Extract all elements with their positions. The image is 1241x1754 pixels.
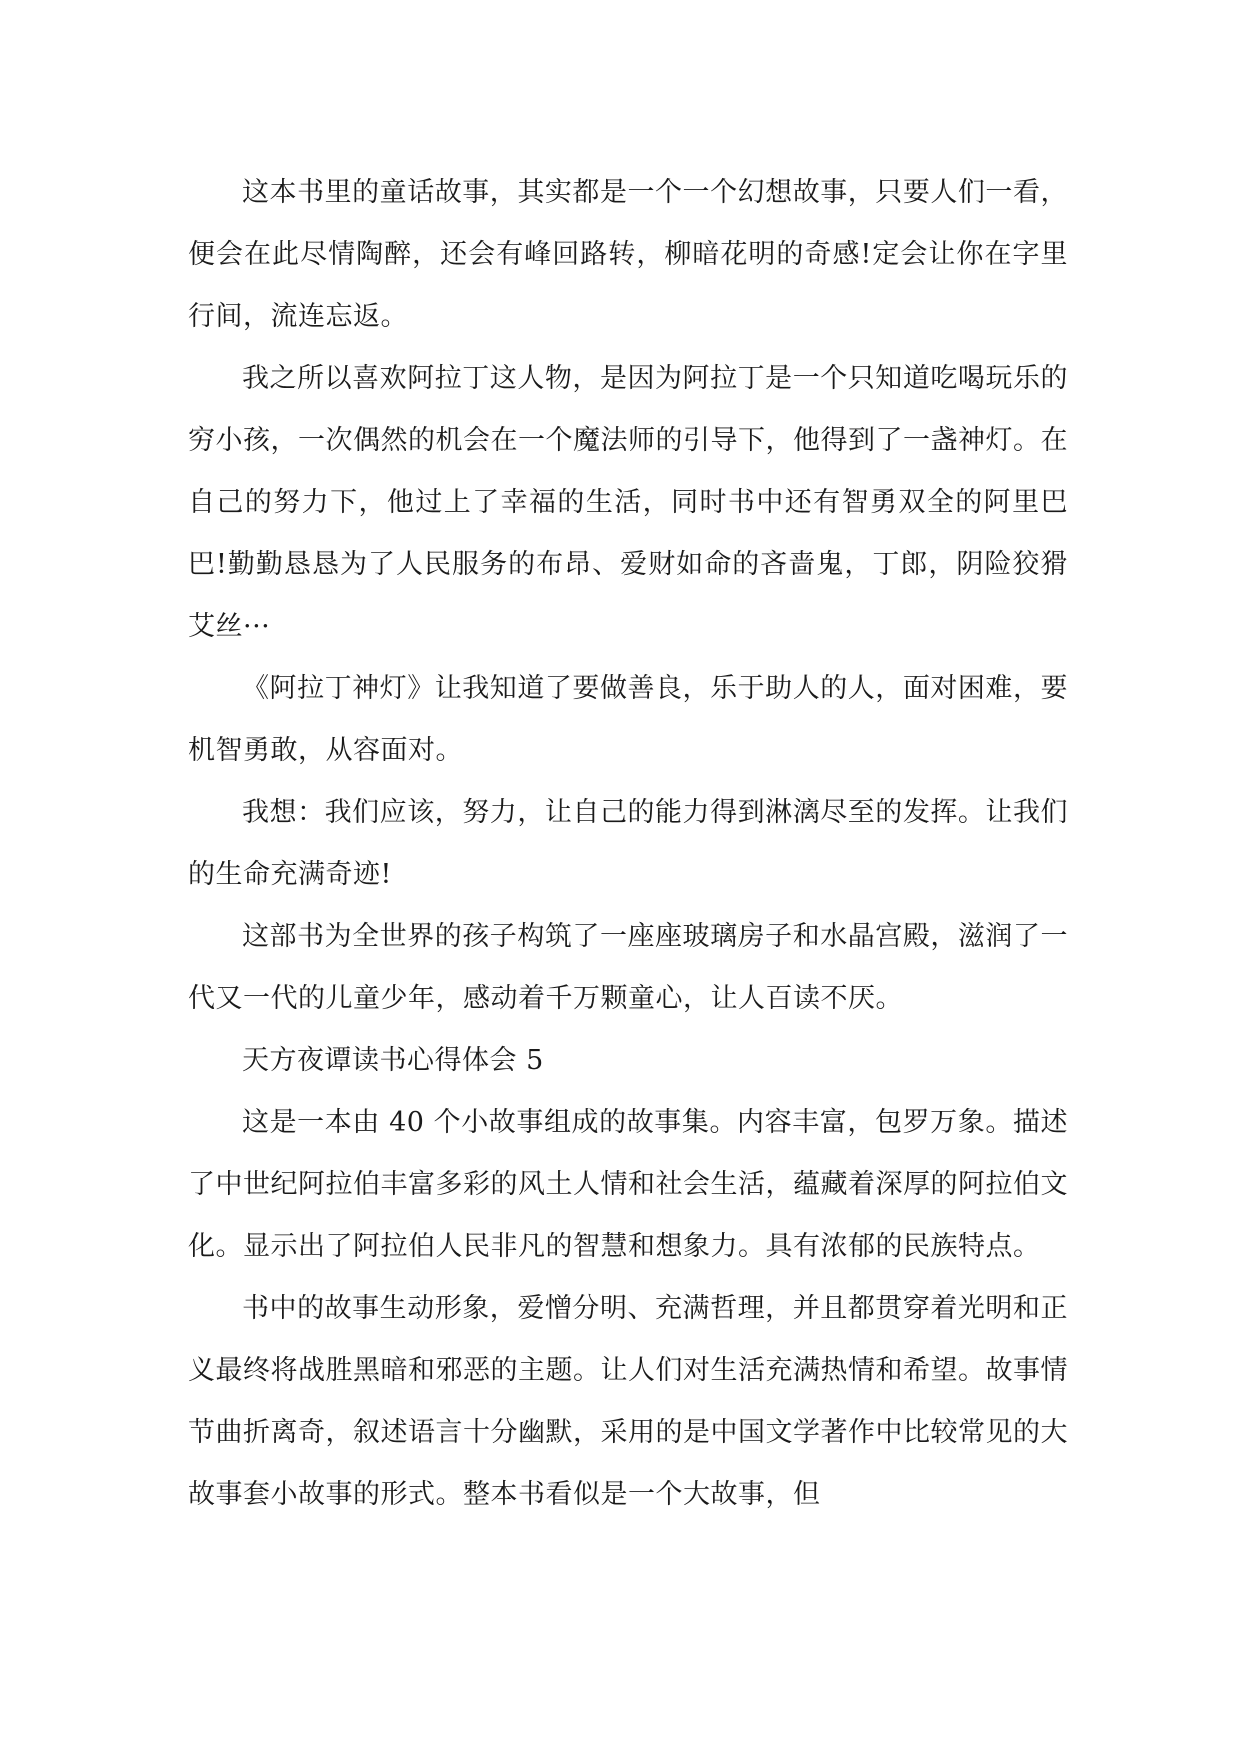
paragraph-2: 我之所以喜欢阿拉丁这人物，是因为阿拉丁是一个只知道吃喝玩乐的穷小孩，一次偶然的机会在一个魔法师的引导下，他得到了一盏神灯。在自己的努力下，他过上了幸福的生活，同时书中还有智勇双全的阿里巴巴!勤勤恳恳为了人民服务的布昂、爱财如命的吝啬鬼，丁郎，阴险狡猾艾丝···: [188, 363, 1068, 642]
document-body: [188, 162, 1068, 1526]
paragraph-4: 我想：我们应该，努力，让自己的能力得到淋漓尽至的发挥。让我们的生命充满奇迹!: [188, 797, 1068, 890]
paragraph-1: 这本书里的童话故事，其实都是一个一个幻想故事，只要人们一看，便会在此尽情陶醉，还会有峰回路转，柳暗花明的奇感!定会让你在字里行间，流连忘返。: [188, 177, 1068, 332]
paragraph-3: 《阿拉丁神灯》让我知道了要做善良，乐于助人的人，面对困难，要机智勇敢，从容面对。: [188, 673, 1068, 766]
paragraph-5: 这部书为全世界的孩子构筑了一座座玻璃房子和水晶宫殿，滋润了一代又一代的儿童少年，感动着千万颗童心，让人百读不厌。: [188, 921, 1068, 1014]
paragraph-6: 这是一本由 40 个小故事组成的故事集。内容丰富，包罗万象。描述了中世纪阿拉伯丰富多彩的风土人情和社会生活，蕴藏着深厚的阿拉伯文化。显示出了阿拉伯人民非凡的智慧和想象力。具有浓郁的民族特点。: [188, 1107, 1068, 1262]
section-heading: 天方夜谭读书心得体会 5: [242, 1045, 544, 1076]
paragraph-7: 书中的故事生动形象，爱憎分明、充满哲理，并且都贯穿着光明和正义最终将战胜黑暗和邪恶的主题。让人们对生活充满热情和希望。故事情节曲折离奇，叙述语言十分幽默，采用的是中国文学著作中比较常见的大故事套小故事的形式。整本书看似是一个大故事，但: [188, 1293, 1068, 1510]
